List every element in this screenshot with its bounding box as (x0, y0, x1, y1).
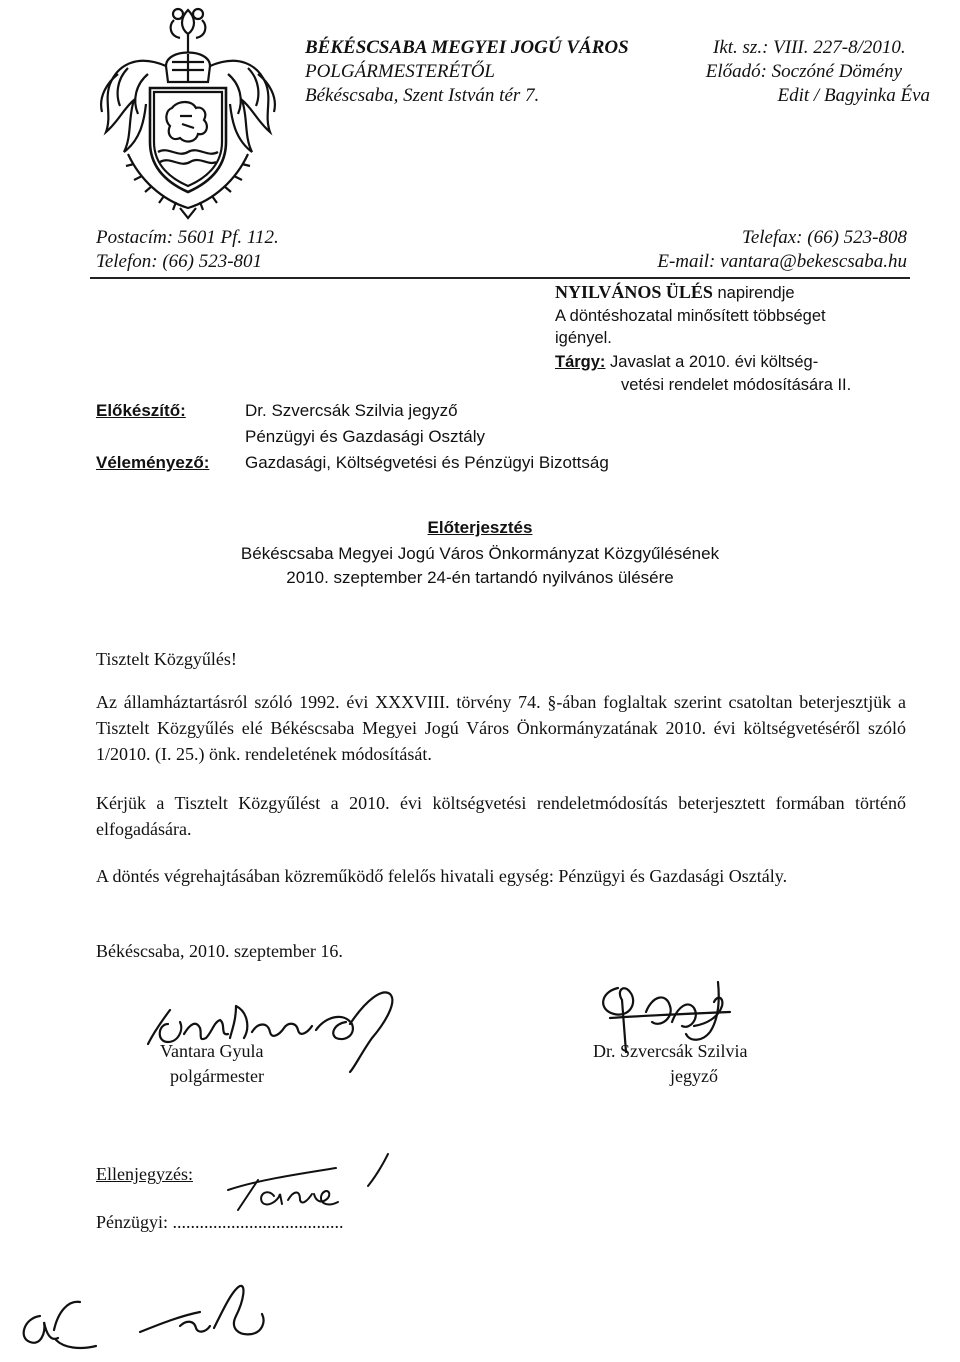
institution-address: Békéscsaba, Szent István tér 7. (305, 85, 540, 106)
session-type: NYILVÁNOS ÜLÉS (555, 282, 713, 302)
mayor-title: polgármester (170, 1066, 264, 1086)
salutation: Tisztelt Közgyűlés! (96, 649, 237, 669)
mayor-name: Vantara Gyula (160, 1041, 264, 1061)
session-suffix: napirendje (712, 284, 795, 302)
subject-text-1: Javaslat a 2010. évi költség- (610, 353, 819, 371)
subject-line (555, 351, 818, 373)
majority-line-2: igényel. (555, 329, 612, 347)
session-notice (555, 281, 795, 304)
place-and-date: Békéscsaba, 2010. szeptember 16. (96, 941, 343, 961)
document-title: Előterjesztés (427, 518, 533, 537)
preparer-label: Előkészítő: (96, 401, 186, 420)
preparer-department: Pénzügyi és Gazdasági Osztály (245, 427, 486, 446)
institution-name: BÉKÉSCSABA MEGYEI JOGÚ VÁROS (305, 37, 629, 58)
title-line-2: 2010. szeptember 24-én tartandó nyilvános ülésére (286, 568, 674, 587)
subject-text-2: vetési rendelet módosítására II. (621, 376, 852, 394)
header-divider (90, 277, 910, 279)
countersign-label: Ellenjegyzés: (96, 1164, 193, 1184)
majority-line-1: A döntéshozatal minősített többséget (555, 307, 826, 325)
initials-signature (0, 1276, 300, 1362)
institution-subtitle: POLGÁRMESTERÉTŐL (305, 61, 495, 82)
notary-title: jegyző (670, 1066, 718, 1086)
reviewer-committee: Gazdasági, Költségvetési és Pénzügyi Bizottság (245, 453, 609, 472)
email-address: E-mail: vantara@bekescsaba.hu (657, 251, 907, 272)
coat-of-arms-emblem (88, 4, 288, 222)
notary-name: Dr. Szvercsák Szilvia (593, 1041, 748, 1061)
paragraph-3: A döntés végrehajtásában közreműködő felelős hivatali egység: Pénzügyi és Gazdasági Osztály. (96, 866, 788, 886)
finance-countersign-line: Pénzügyi: ...................................... (96, 1212, 344, 1232)
title-line-1: Békéscsaba Megyei Jogú Város Önkormányzat Közgyűlésének (240, 544, 720, 563)
presenter-line-1: Előadó: Soczóné Dömény (705, 61, 902, 82)
reviewer-label: Véleményező: (96, 453, 210, 472)
paragraph-2: Kérjük a Tisztelt Közgyűlést a 2010. évi költségvetési rendeletmódosítás beterjesztett formában történő elfogadására. (96, 793, 906, 839)
paragraph-1: Az államháztartásról szóló 1992. évi XXXVIII. törvény 74. §-ában foglaltak szerint csatoltan beterjesztjük a Tisztelt Közgyűlés elé Békéscsaba Megyei Jogú Város Önkormányzatának 2010. évi költségvetéséről szóló 1/2010. (I. 25.) önk. rendeletének módosítását. (96, 692, 906, 764)
postal-address: Postacím: 5601 Pf. 112. (96, 227, 279, 248)
subject-label: Tárgy: (555, 353, 606, 371)
presenter-line-2: Edit / Bagyinka Éva (777, 85, 930, 106)
reference-number: Ikt. sz.: VIII. 227-8/2010. (713, 37, 906, 58)
preparer-name: Dr. Szvercsák Szilvia jegyző (245, 401, 458, 420)
fax-number: Telefax: (66) 523-808 (742, 227, 907, 248)
phone-number: Telefon: (66) 523-801 (96, 251, 263, 272)
